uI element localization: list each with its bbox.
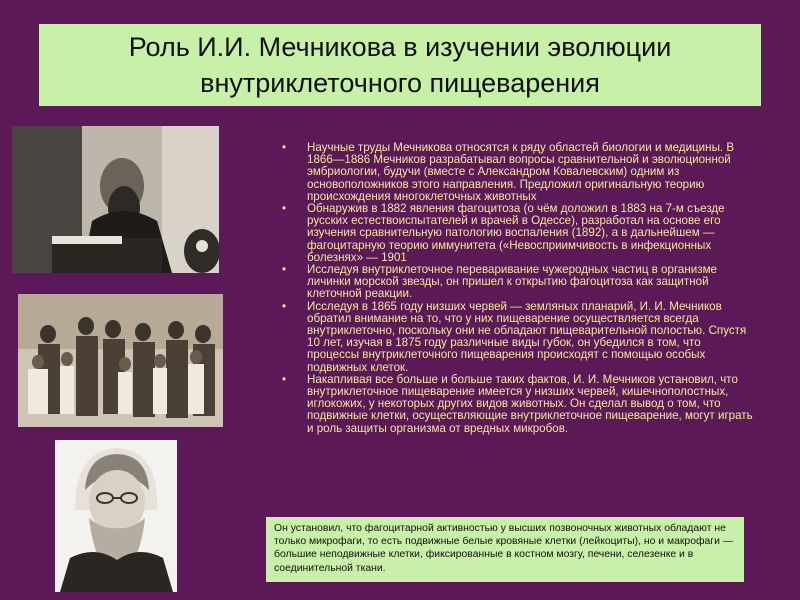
note-box — [266, 517, 744, 582]
list-item — [282, 264, 754, 301]
bullet-text: Исследуя в 1865 году низших червей — земляных планарий, И. И. Мечников обратил внимание на то, что у них пищеварение осуществляется всегда внутриклеточно, поскольку они не обладают пищеварительной полостью. Спустя 10 лет, изучая в 1875 году различные виды губок, он убедился в том, что процессы внутриклеточного пищеварения происходят с помощью особых подвижных клеток. — [307, 299, 747, 374]
list-item — [282, 203, 754, 264]
bullet-marker: • — [282, 141, 287, 154]
bullet-marker: • — [282, 202, 287, 216]
photo-mechnikov-at-desk — [12, 126, 219, 273]
photo-mechnikov-portrait — [55, 440, 177, 592]
slide-title: Роль И.И. Мечникова в изучении эволюции внутриклеточного пищеварения — [128, 32, 672, 98]
list-item — [282, 301, 754, 374]
bullet-marker: • — [282, 299, 287, 313]
list-item — [282, 374, 754, 435]
bullet-marker: • — [282, 372, 287, 386]
bullet-list — [282, 142, 754, 435]
photo-group-with-children — [18, 294, 223, 427]
bullet-text: Накапливая все больше и больше таких фактов, И. И. Мечников установил, что внутриклеточное пищеварение имеется у низших червей, кишечнополостных, иглокожих, у некоторых других видов животных. Он сделал вывод о том, что подвижные клетки, осуществляющие внутриклеточное пищеварение, могут играть и роль защиты организма от вредных микробов. — [307, 372, 753, 435]
title-box — [39, 24, 761, 106]
bullet-text: Обнаружив в 1882 явления фагоцитоза (о чём доложил в 1883 на 7-м съезде русских естествоиспытателей и врачей в Одессе), разработал на основе его изучения сравнительную патологию воспаления (1892), а в дальнейшем — фагоцитарную теорию иммунитета («Невосприимчивость в инфекционных болезнях» — 1901 — [307, 202, 725, 264]
list-item — [282, 142, 754, 203]
bullet-text: Научные труды Мечникова относятся к ряду областей биологии и медицины. В 1866—1886 Мечников разрабатывал вопросы сравнительной и эволюционной эмбриологии, будучи (вместе с Александром Ковалевским) одним из основоположников этого направления. Предложил оригинальную теорию происхождения многоклеточных животных — [307, 141, 735, 203]
note-text: Он установил, что фагоцитарной активностью у высших позвоночных животных обладают не только микрофаги, то есть подвижные белые кровяные клетки (лейкоциты), но и макрофаги — большие неподвижные клетки, фиксированные в костном мозгу, печени, селезенке и в соединительной ткани. — [274, 523, 734, 574]
bullet-text: Исследуя внутриклеточное переваривание чужеродных частиц в организме личинки морской звезды, он пришел к открытию фагоцитоза как защитной клеточной реакции. — [307, 263, 717, 301]
bullet-marker: • — [282, 263, 287, 277]
